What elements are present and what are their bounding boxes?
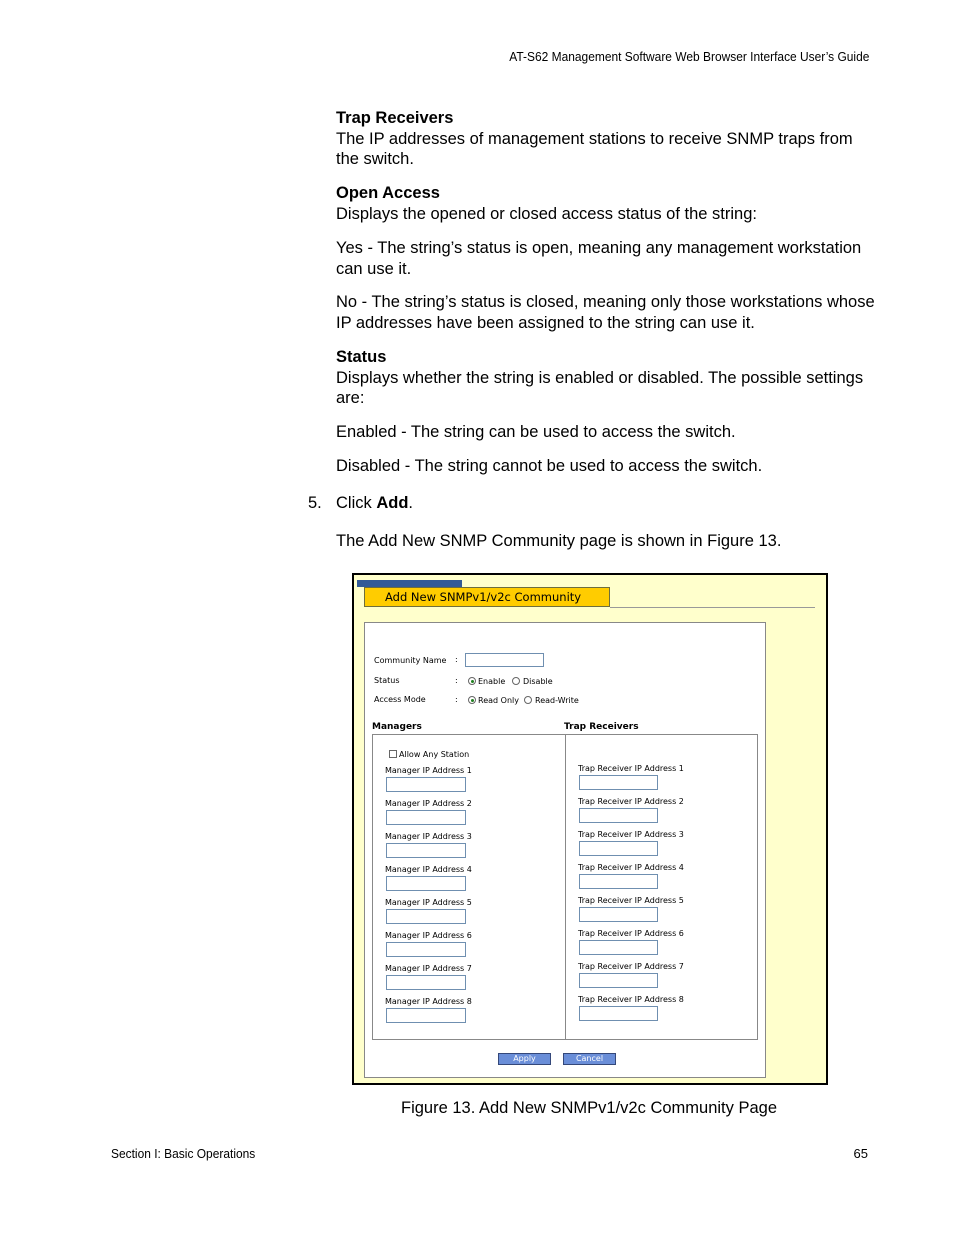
trap-receiver-ip-input[interactable] [579, 973, 658, 988]
colon: : [455, 676, 458, 685]
manager-ip-input[interactable] [386, 876, 466, 891]
cancel-button[interactable]: Cancel [563, 1053, 616, 1065]
term-open-access: Open Access [336, 184, 440, 202]
access-mode-label: Access Mode [374, 695, 426, 704]
access-read-write-radio[interactable] [524, 696, 532, 704]
open-access-yes: Yes - The string’s status is open, meaning any management workstation can use it. [336, 239, 862, 278]
step-suffix: . [408, 494, 414, 512]
step-number: 5. [308, 494, 322, 512]
access-read-write-label: Read-Write [535, 696, 579, 705]
access-read-only-label: Read Only [478, 696, 519, 705]
manager-ip-input[interactable] [386, 909, 466, 924]
manager-ip-label: Manager IP Address 3 [385, 832, 472, 841]
status-enable-label: Enable [478, 677, 506, 686]
definition-text-trap-receivers: The IP addresses of management stations to receive SNMP traps from the switch. [336, 129, 853, 168]
trap-receiver-ip-label: Trap Receiver IP Address 3 [578, 830, 684, 839]
figure-caption: Figure 13. Add New SNMPv1/v2c Community Page [401, 1099, 777, 1117]
status-enabled: Enabled - The string can be used to access the switch. [336, 423, 736, 441]
manager-ip-label: Manager IP Address 6 [385, 931, 472, 940]
step-prefix: Click [336, 494, 377, 512]
trap-receiver-ip-input[interactable] [579, 940, 658, 955]
colon: : [455, 655, 458, 664]
status-disable-label: Disable [523, 677, 553, 686]
term-trap-receivers: Trap Receivers [336, 109, 454, 127]
definition-text-open-access: Displays the opened or closed access status of the string: [336, 204, 757, 223]
tab-underline [610, 607, 815, 608]
colon: : [455, 695, 458, 704]
definition-trap-receivers [336, 108, 876, 170]
manager-ip-label: Manager IP Address 5 [385, 898, 472, 907]
trap-receiver-ip-label: Trap Receiver IP Address 7 [578, 962, 684, 971]
tab-strip [357, 580, 462, 587]
form-panel [364, 622, 766, 1078]
manager-ip-label: Manager IP Address 1 [385, 766, 472, 775]
status-enable-radio[interactable] [468, 677, 476, 685]
definition-status [336, 347, 876, 409]
tab-add-community[interactable]: Add New SNMPv1/v2c Community [364, 587, 610, 607]
open-access-no: No - The string’s status is closed, meaning only those workstations whose IP addresses have been assigned to the string can use it. [336, 293, 875, 332]
status-disable-radio[interactable] [512, 677, 520, 685]
manager-ip-input[interactable] [386, 777, 466, 792]
trap-receiver-ip-input[interactable] [579, 907, 658, 922]
running-header: AT-S62 Management Software Web Browser Interface User’s Guide [508, 49, 869, 64]
manager-ip-input[interactable] [386, 942, 466, 957]
managers-box [372, 734, 566, 1040]
page-number: 65 [853, 1146, 868, 1161]
manager-ip-input[interactable] [386, 810, 466, 825]
trap-receiver-ip-label: Trap Receiver IP Address 2 [578, 797, 684, 806]
trap-receivers-heading: Trap Receivers [564, 722, 639, 732]
definition-open-access [336, 183, 876, 224]
trap-receiver-ip-input[interactable] [579, 874, 658, 889]
trap-receivers-box [565, 734, 758, 1040]
trap-receiver-ip-label: Trap Receiver IP Address 4 [578, 863, 684, 872]
managers-heading: Managers [372, 722, 422, 732]
manager-ip-input[interactable] [386, 1008, 466, 1023]
access-read-only-radio[interactable] [468, 696, 476, 704]
footer-section: Section I: Basic Operations [111, 1146, 256, 1161]
trap-receiver-ip-label: Trap Receiver IP Address 5 [578, 896, 684, 905]
community-name-input[interactable] [465, 653, 544, 667]
trap-receiver-ip-label: Trap Receiver IP Address 6 [578, 929, 684, 938]
manager-ip-input[interactable] [386, 975, 466, 990]
manager-ip-label: Manager IP Address 8 [385, 997, 472, 1006]
apply-button[interactable]: Apply [498, 1053, 551, 1065]
allow-any-station-checkbox[interactable] [389, 750, 397, 758]
step-result: The Add New SNMP Community page is shown in Figure 13. [336, 532, 782, 550]
step-instruction [336, 493, 876, 514]
status-disabled: Disabled - The string cannot be used to access the switch. [336, 457, 763, 475]
trap-receiver-ip-input[interactable] [579, 775, 658, 790]
manager-ip-input[interactable] [386, 843, 466, 858]
step-bold: Add [376, 494, 409, 512]
trap-receiver-ip-label: Trap Receiver IP Address 1 [578, 764, 684, 773]
term-status: Status [336, 348, 387, 366]
trap-receiver-ip-input[interactable] [579, 841, 658, 856]
manager-ip-label: Manager IP Address 2 [385, 799, 472, 808]
manager-ip-label: Manager IP Address 4 [385, 865, 472, 874]
community-name-label: Community Name [374, 656, 447, 665]
definition-text-status: Displays whether the string is enabled or disabled. The possible settings are: [336, 368, 864, 407]
trap-receiver-ip-label: Trap Receiver IP Address 8 [578, 995, 684, 1004]
allow-any-station-label: Allow Any Station [399, 750, 470, 759]
manager-ip-label: Manager IP Address 7 [385, 964, 472, 973]
status-label: Status [374, 676, 400, 685]
trap-receiver-ip-input[interactable] [579, 1006, 658, 1021]
trap-receiver-ip-input[interactable] [579, 808, 658, 823]
figure-add-snmp-community [352, 573, 828, 1085]
